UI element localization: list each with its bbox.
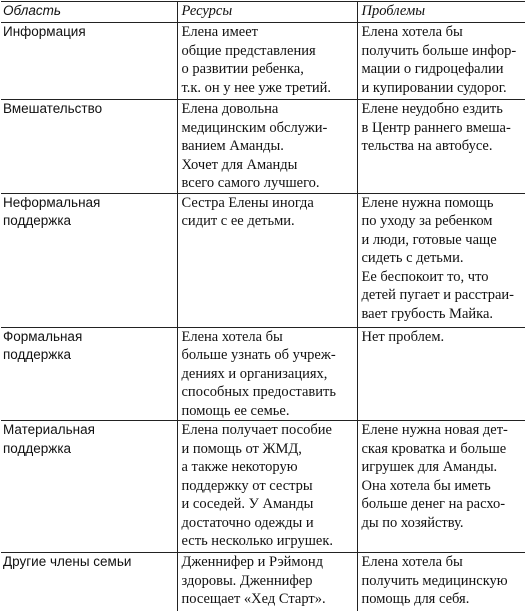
problems-line: ская кроватка и больше xyxy=(362,440,526,459)
problems-line: Она хотела бы иметь xyxy=(362,477,526,496)
problems-line: Елена хотела бы xyxy=(362,23,526,42)
table-header-row xyxy=(1,2,525,23)
resources-line: Дженнифер и Рэймонд xyxy=(182,553,357,572)
family-assessment-table xyxy=(1,1,525,611)
resources-cell xyxy=(177,193,357,327)
resources-line: а также некоторую xyxy=(182,458,357,477)
resources-cell xyxy=(177,553,357,611)
table-row xyxy=(1,193,525,327)
resources-line: и соседей. У Аманды xyxy=(182,495,357,514)
problems-line: Елене нужна новая дет- xyxy=(362,421,526,440)
problems-line: Елене неудобно ездить xyxy=(362,100,526,119)
problems-line: мации о гидроцефалии xyxy=(362,60,526,79)
resources-line: достаточно одежды и xyxy=(182,514,357,533)
problems-line: сидеть с детьми. xyxy=(362,249,526,268)
resources-line: Елена хотела бы xyxy=(182,328,357,347)
problems-line: больше денег на расхо- xyxy=(362,495,526,514)
area-cell xyxy=(1,327,177,421)
area-cell xyxy=(1,23,177,100)
table-row xyxy=(1,553,525,611)
problems-cell xyxy=(357,327,525,421)
resources-line: есть несколько игрушек. xyxy=(182,532,357,551)
problems-line: и купировании судорог. xyxy=(362,79,526,98)
resources-line: т.к. он у нее уже третий. xyxy=(182,79,357,98)
resources-line: дениях и организациях, xyxy=(182,365,357,384)
problems-cell xyxy=(357,100,525,194)
problems-line: вает грубость Майка. xyxy=(362,305,526,324)
resources-line: Сестра Елены иногда xyxy=(182,194,357,213)
area-cell xyxy=(1,421,177,553)
problems-line: Елене нужна помощь xyxy=(362,194,526,213)
area-cell xyxy=(1,193,177,327)
area-line: Вмешательство xyxy=(3,100,177,119)
area-line: Информация xyxy=(3,23,177,42)
table-row xyxy=(1,23,525,100)
resources-line: общие представления xyxy=(182,42,357,61)
table-row xyxy=(1,327,525,421)
problems-line: Ее беспокоит то, что xyxy=(362,268,526,287)
area-line: Неформальная xyxy=(3,194,177,213)
problems-line: ды по хозяйству. xyxy=(362,514,526,533)
area-line: поддержка xyxy=(3,346,177,365)
problems-cell xyxy=(357,193,525,327)
resources-line: Елена довольна xyxy=(182,100,357,119)
resources-line: Хочет для Аманды xyxy=(182,156,357,175)
area-cell xyxy=(1,100,177,194)
resources-cell xyxy=(177,421,357,553)
problems-line: и люди, готовые чаще xyxy=(362,231,526,250)
resources-line: Елена получает пособие xyxy=(182,421,357,440)
area-cell xyxy=(1,553,177,611)
resources-line: здоровы. Дженнифер xyxy=(182,572,357,591)
resources-cell xyxy=(177,100,357,194)
table-row xyxy=(1,100,525,194)
resources-line: ванием Аманды. xyxy=(182,137,357,156)
problems-line: в Центр раннего вмеша- xyxy=(362,119,526,138)
resources-line: медицинским обслужи- xyxy=(182,119,357,138)
problems-line: тельства на автобусе. xyxy=(362,137,526,156)
resources-line: больше узнать об учреж- xyxy=(182,346,357,365)
header-area: Область xyxy=(1,2,177,23)
resources-line: и помощь от ЖМД, xyxy=(182,440,357,459)
header-resources: Ресурсы xyxy=(177,2,357,23)
problems-line: помощь для себя. xyxy=(362,590,526,609)
area-line: Формальная xyxy=(3,328,177,347)
resources-cell xyxy=(177,327,357,421)
problems-line: игрушек для Аманды. xyxy=(362,458,526,477)
table-row xyxy=(1,421,525,553)
problems-line: детей пугает и расстраи- xyxy=(362,286,526,305)
header-problems: Проблемы xyxy=(357,2,525,23)
problems-cell xyxy=(357,421,525,553)
resources-line: помощь ее семье. xyxy=(182,402,357,421)
resources-line: сидит с ее детьми. xyxy=(182,212,357,231)
problems-line: по уходу за ребенком xyxy=(362,212,526,231)
resources-line: способных предоставить xyxy=(182,383,357,402)
area-line: Материальная xyxy=(3,421,177,440)
problems-cell xyxy=(357,553,525,611)
area-line: Другие члены семьи xyxy=(3,553,177,572)
resources-cell xyxy=(177,23,357,100)
area-line: поддержка xyxy=(3,440,177,459)
problems-line: получить медицинскую xyxy=(362,572,526,591)
problems-line: Нет проблем. xyxy=(362,328,526,347)
resources-line: Елена имеет xyxy=(182,23,357,42)
resources-line: посещает «Хед Старт». xyxy=(182,590,357,609)
area-line: поддержка xyxy=(3,212,177,231)
problems-cell xyxy=(357,23,525,100)
resources-line: поддержку от сестры xyxy=(182,477,357,496)
resources-line: всего самого лучшего. xyxy=(182,174,357,193)
problems-line: Елена хотела бы xyxy=(362,553,526,572)
resources-line: о развитии ребенка, xyxy=(182,60,357,79)
problems-line: получить больше инфор- xyxy=(362,42,526,61)
